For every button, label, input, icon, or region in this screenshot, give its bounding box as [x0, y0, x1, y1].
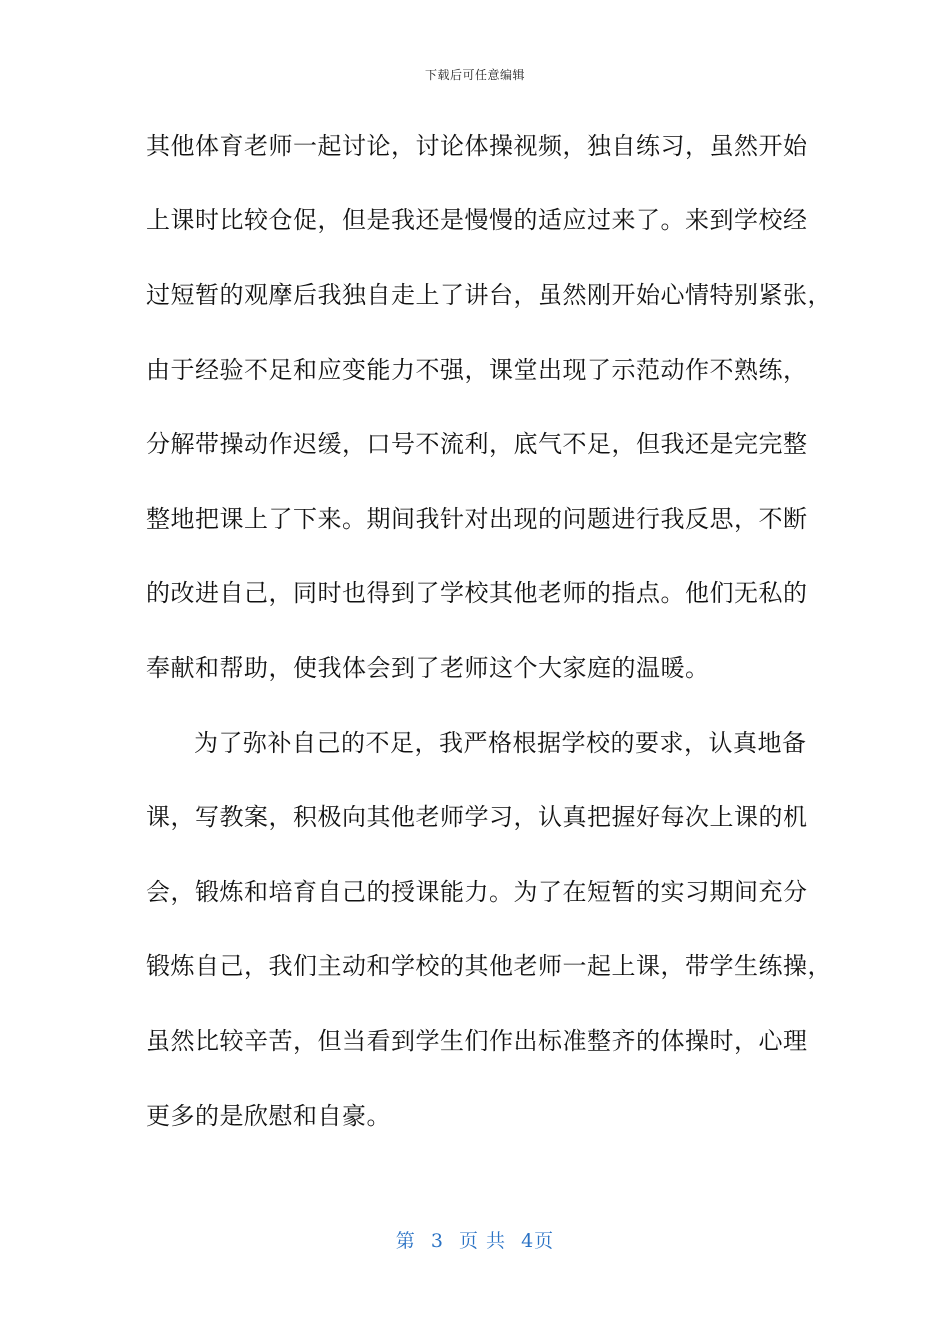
- paragraph-line: 课，写教案，积极向其他老师学习，认真把握好每次上课的机: [146, 803, 808, 831]
- paragraph-line: 上课时比较仓促，但是我还是慢慢的适应过来了。来到学校经: [146, 206, 808, 234]
- page-header: 下载后可任意编辑: [424, 68, 525, 82]
- paragraph-line: 过短暂的观摩后我独自走上了讲台，虽然刚开始心情特别紧张，: [146, 281, 832, 309]
- paragraph-line: 虽然比较辛苦，但当看到学生们作出标准整齐的体操时，心理: [146, 1027, 808, 1055]
- paragraph-line: 会，锻炼和培育自己的授课能力。为了在短暂的实习期间充分: [146, 878, 808, 906]
- paragraph-line: 由于经验不足和应变能力不强，课堂出现了示范动作不熟练，: [146, 356, 808, 384]
- paragraph-line: 的改进自己，同时也得到了学校其他老师的指点。他们无私的: [146, 579, 808, 607]
- paragraph-line: 奉献和帮助，使我体会到了老师这个大家庭的温暖。: [146, 654, 710, 682]
- paragraph-line: 更多的是欣慰和自豪。: [146, 1102, 391, 1130]
- paragraph-line: 整地把课上了下来。期间我针对出现的问题进行我反思，不断: [146, 505, 808, 533]
- footer-middle: 页 共: [459, 1230, 507, 1252]
- page-footer: [0, 1226, 950, 1253]
- paragraph-line: 其他体育老师一起讨论，讨论体操视频，独自练习，虽然开始: [146, 132, 808, 160]
- paragraph-line-indented: 为了弥补自己的不足，我严格根据学校的要求，认真地备: [194, 729, 807, 757]
- footer-total: 4页: [521, 1230, 555, 1252]
- footer-page-number: 3: [430, 1230, 444, 1252]
- footer-prefix: 第: [395, 1230, 416, 1252]
- paragraph-line: 锻炼自己，我们主动和学校的其他老师一起上课，带学生练操，: [146, 952, 832, 980]
- paragraph-line: 分解带操动作迟缓，口号不流利，底气不足，但我还是完完整: [146, 430, 808, 458]
